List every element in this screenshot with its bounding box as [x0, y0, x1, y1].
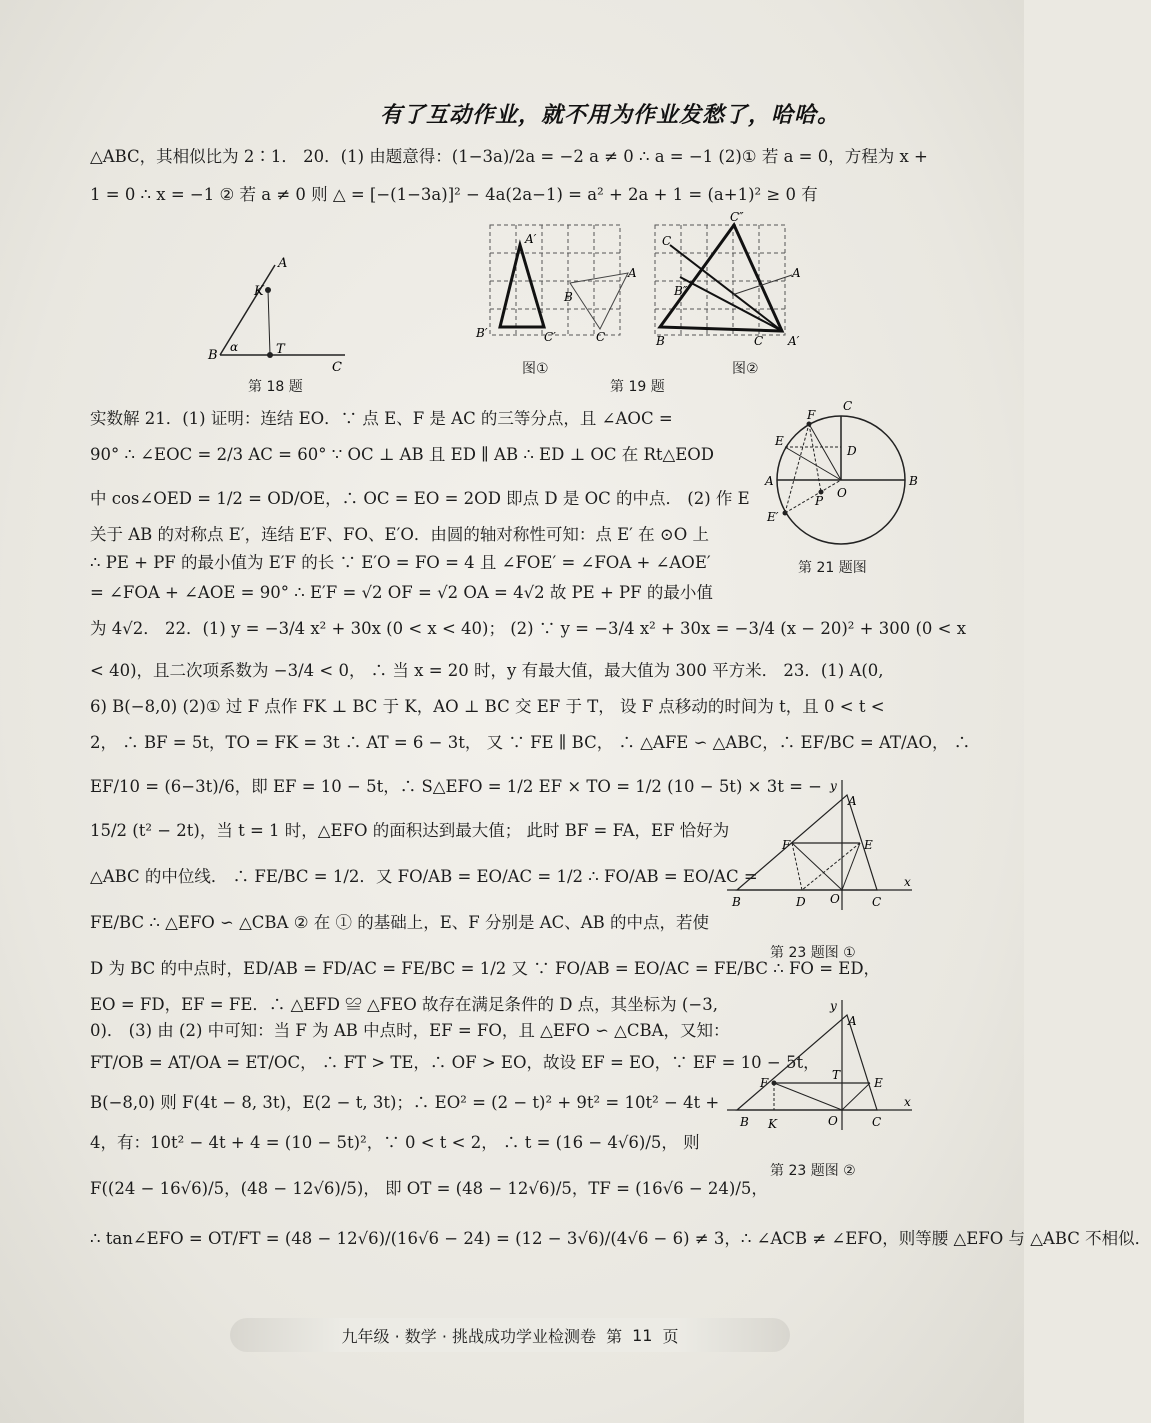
text-line: B(−8,0) 则 F(4t − 8, 3t)，E(2 − t, 3t)；∴ EO² = (2 − t)² + 9t² = 10t² − 4t +: [90, 1093, 720, 1112]
label-Bp: B′: [476, 326, 488, 340]
label-C: C: [332, 360, 342, 375]
text-line: < 40)，且二次项系数为 −3/4 < 0， ∴ 当 x = 20 时，y 有最大值，最大值为 300 平方米． 23．(1) A(0,: [90, 661, 884, 680]
label-O: O: [828, 1114, 838, 1128]
label-y: y: [830, 999, 837, 1013]
text-line: 15/2 (t² − 2t)，当 t = 1 时，△EFO 的面积达到最大值； 此时 BF = FA，EF 恰好为: [90, 821, 730, 840]
label-C: C: [872, 1115, 882, 1129]
figure-18: [200, 255, 360, 385]
footer-page-prefix: 第: [606, 1326, 623, 1346]
label-x: x: [904, 1095, 911, 1109]
label-Bpp: B″: [674, 284, 688, 298]
label-A: A: [848, 1014, 857, 1028]
label-alpha: α: [230, 340, 239, 354]
label-F: F: [760, 1076, 769, 1090]
label-D: D: [796, 895, 806, 909]
text-line: EF/10 = (6−3t)/6，即 EF = 10 − 5t，∴ S△EFO = 1/2 EF × TO = 1/2 (10 − 5t) × 3t = −: [90, 777, 822, 796]
label-B: B: [909, 474, 918, 488]
label-B2: B: [656, 334, 665, 348]
label-F: F: [807, 408, 816, 422]
label-C: C: [843, 399, 853, 413]
label-Ap: A′: [525, 232, 537, 246]
label-A: A: [848, 794, 857, 808]
label-K: K: [768, 1117, 777, 1131]
text-line: 0)． (3) 由 (2) 中可知：当 F 为 AB 中点时，EF = FO，且 △EFO ∽ △CBA，又知：: [90, 1021, 730, 1040]
text-line: △ABC，其相似比为 2∶1． 20．(1) 由题意得：(1−3a)/2a = −2 a ≠ 0 ∴ a = −1 (2)① 若 a = 0，方程为 x +: [90, 147, 928, 166]
label-B: B: [740, 1115, 749, 1129]
label-A: A: [278, 256, 288, 271]
label-O: O: [837, 486, 847, 500]
caption-fig19: 第 19 题: [610, 379, 665, 395]
caption-fig23b: 第 23 题图 ②: [770, 1163, 856, 1179]
label-C: C: [596, 330, 606, 344]
label-F: F: [782, 838, 791, 852]
label-Ep: E′: [767, 510, 779, 524]
caption-fig19a: 图①: [522, 361, 549, 377]
label-B: B: [732, 895, 741, 909]
text-line: 90° ∴ ∠EOC = 2/3 AC = 60° ∵ OC ⊥ AB 且 ED ∥ AB ∴ ED ⊥ OC 在 Rt△EOD: [90, 445, 715, 464]
label-T: T: [832, 1068, 841, 1082]
text-line: F((24 − 16√6)/5，(48 − 12√6)/5)， 即 OT = (48 − 12√6)/5，TF = (16√6 − 24)/5，: [90, 1179, 768, 1198]
text-line: ∴ tan∠EFO = OT/FT = (48 − 12√6)/(16√6 − 24) = (12 − 3√6)/(4√6 − 6) ≠ 3，∴ ∠ACB ≠ ∠EFO，则等腰 △EFO 与 △ABC 不相似．: [90, 1229, 1151, 1248]
text-line: 1 = 0 ∴ x = −1 ② 若 a ≠ 0 则 △ = [−(1−3a)]² − 4a(2a−1) = a² + 2a + 1 = (a+1)² ≥ 0 有: [90, 185, 818, 204]
label-x: x: [904, 875, 911, 889]
caption-fig18: 第 18 题: [248, 379, 303, 395]
text-line: ∴ PE + PF 的最小值为 E′F 的长 ∵ E′O = FO = 4 且 ∠FOE′ = ∠FOA + ∠AOE′: [90, 553, 711, 572]
label-K: K: [254, 284, 264, 299]
footer-page-number: 11: [632, 1325, 653, 1345]
label-A: A: [765, 474, 774, 488]
label-C2: C: [662, 234, 672, 248]
text-line: 为 4√2． 22．(1) y = −3/4 x² + 30x (0 < x < 40)； (2) ∵ y = −3/4 x² + 30x = −3/4 (x − 20)² + 300 (0 < x: [90, 619, 967, 638]
text-line: 4，有：10t² − 4t + 4 = (10 − 5t)²，∵ 0 < t < 2， ∴ t = (16 − 4√6)/5， 则: [90, 1133, 700, 1152]
caption-fig21: 第 21 题图: [798, 560, 867, 576]
handwritten-note: 有了互动作业，就不用为作业发愁了，哈哈。: [380, 103, 841, 128]
label-Cp: C′: [544, 330, 556, 344]
figure-19: [470, 205, 810, 355]
text-line: EO = FD，EF = FE．∴ △EFD ≌ △FEO 故存在满足条件的 D 点，其坐标为 (−3,: [90, 995, 718, 1014]
label-B: B: [208, 348, 218, 363]
caption-fig23a: 第 23 题图 ①: [770, 945, 856, 961]
figure-21: [755, 395, 930, 555]
label-C: C: [872, 895, 882, 909]
text-line: FE/BC ∴ △EFO ∽ △CBA ② 在 ① 的基础上，E、F 分别是 AC、AB 的中点，若使: [90, 913, 710, 932]
footer-page-suffix: 页: [662, 1326, 679, 1346]
label-O: O: [830, 892, 840, 906]
text-line: △ABC 的中位线． ∴ FE/BC = 1/2．又 FO/AB = EO/AC = 1/2 ∴ FO/AB = EO/AC =: [90, 867, 758, 886]
label-y: y: [830, 779, 837, 793]
caption-fig19b: 图②: [732, 361, 759, 377]
label-Cpp: C″: [730, 210, 744, 224]
label-Ap2: A′: [788, 334, 800, 348]
label-A2: A: [792, 266, 801, 280]
figure-23-1: [722, 775, 922, 925]
label-T: T: [276, 342, 285, 357]
label-D: D: [847, 444, 857, 458]
label-E: E: [874, 1076, 883, 1090]
label-E: E: [775, 434, 784, 448]
label-B: B: [564, 290, 573, 304]
label-A: A: [628, 266, 637, 280]
text-line: D 为 BC 的中点时，ED/AB = FD/AC = FE/BC = 1/2 又 ∵ FO/AB = EO/AC = FE/BC ∴ FO = ED，: [90, 959, 881, 978]
text-line: 6) B(−8,0) (2)① 过 F 点作 FK ⊥ BC 于 K，AO ⊥ BC 交 EF 于 T， 设 F 点移动的时间为 t，且 0 < t <: [90, 697, 885, 716]
text-line: = ∠FOA + ∠AOE = 90° ∴ E′F = √2 OF = √2 OA = 4√2 故 PE + PF 的最小值: [90, 583, 713, 602]
label-E: E: [864, 838, 873, 852]
footer-subject: 九年级 · 数学 · 挑战成功学业检测卷: [341, 1326, 597, 1346]
page-footer: [230, 1318, 790, 1352]
text-line: 实数解 21．(1) 证明：连结 EO．∵ 点 E、F 是 AC 的三等分点，且 ∠AOC =: [90, 409, 673, 428]
text-line: 2， ∴ BF = 5t，TO = FK = 3t ∴ AT = 6 − 3t， 又 ∵ FE ∥ BC， ∴ △AFE ∽ △ABC，∴ EF/BC = AT/AO， ∴: [90, 733, 971, 752]
label-C3: C: [754, 334, 764, 348]
text-line: 中 cos∠OED = 1/2 = OD/OE，∴ OC = EO = 2OD 即点 D 是 OC 的中点． (2) 作 E: [90, 489, 750, 508]
label-P: P: [815, 494, 824, 508]
text-line: 关于 AB 的对称点 E′，连结 E′F、FO、E′O．由圆的轴对称性可知：点 E′ 在 ⊙O 上: [90, 525, 709, 544]
text-line: FT/OB = AT/OA = ET/OC， ∴ FT > TE，∴ OF > EO，故设 EF = EO，∵ EF = 10 − 5t，: [90, 1053, 820, 1072]
